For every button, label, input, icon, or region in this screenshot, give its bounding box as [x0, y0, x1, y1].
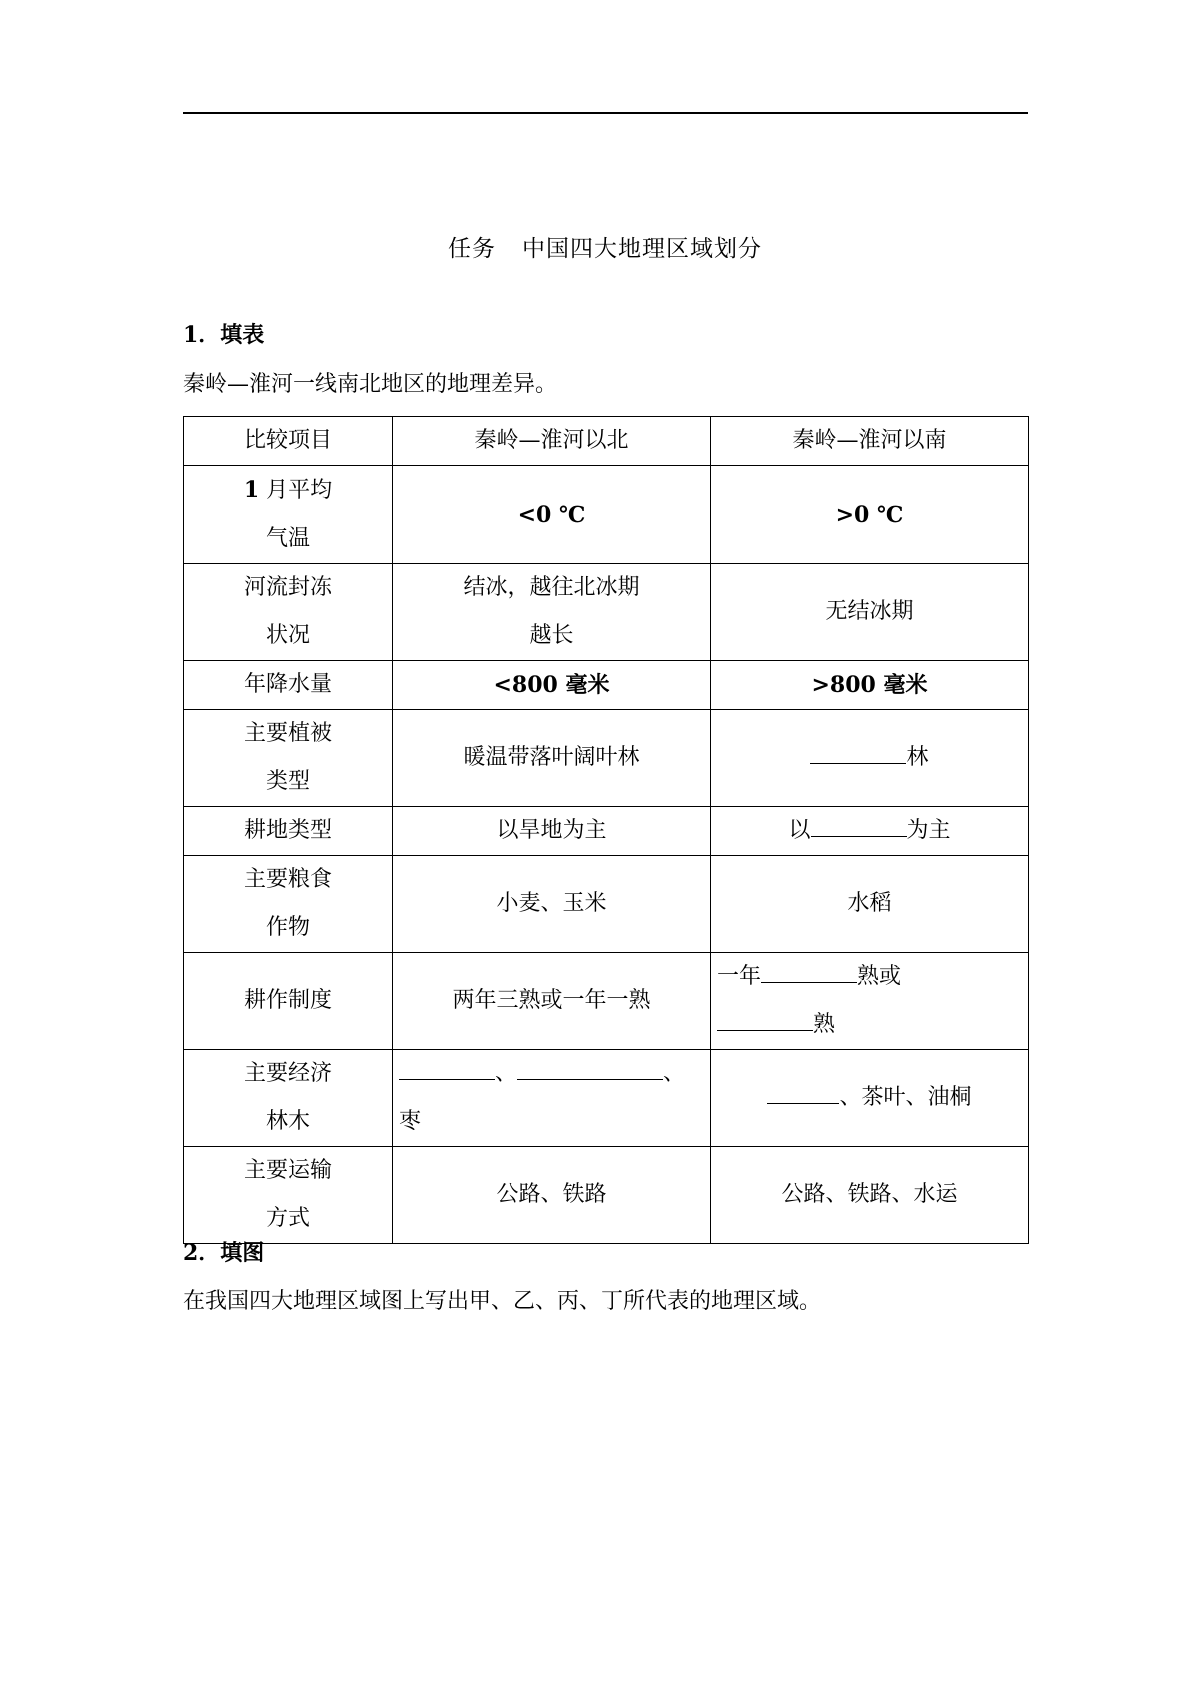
header-rule	[183, 112, 1028, 114]
row-south: >0 ℃	[711, 466, 1029, 564]
row-south: 水稻	[711, 856, 1029, 953]
answer-blank[interactable]	[811, 816, 907, 837]
row-north: 两年三熟或一年一熟	[393, 953, 711, 1050]
row-north: 暖温带落叶阔叶林	[393, 710, 711, 807]
row-item: 主要植被 类型	[184, 710, 393, 807]
row-south: 林	[711, 710, 1029, 807]
row-north: 以旱地为主	[393, 807, 711, 856]
table-row	[184, 807, 1029, 856]
table-row	[184, 1147, 1029, 1244]
comparison-table	[183, 416, 1029, 1244]
table-row	[184, 856, 1029, 953]
section-2-heading: 2．填图	[183, 1240, 265, 1266]
row-item: 1 月平均 气温	[184, 466, 393, 564]
answer-blank[interactable]	[399, 1059, 495, 1080]
section-1-intro: 秦岭—淮河一线南北地区的地理差异。	[183, 372, 558, 397]
table-row	[184, 710, 1029, 807]
row-north: 公路、铁路	[393, 1147, 711, 1244]
row-item: 主要粮食 作物	[184, 856, 393, 953]
header-item: 比较项目	[184, 417, 393, 466]
row-north: 结冰，越往北冰期 越长	[393, 564, 711, 661]
section-2-intro: 在我国四大地理区域图上写出甲、乙、丙、丁所代表的地理区域。	[183, 1289, 822, 1314]
row-north: <800 毫米	[393, 661, 711, 710]
row-south: 、茶叶、油桐	[711, 1050, 1029, 1147]
row-north: <0 ℃	[393, 466, 711, 564]
table-row	[184, 661, 1029, 710]
row-south: >800 毫米	[711, 661, 1029, 710]
answer-blank[interactable]	[810, 743, 906, 764]
table-row	[184, 953, 1029, 1050]
row-item: 河流封冻 状况	[184, 564, 393, 661]
answer-blank[interactable]	[767, 1083, 839, 1104]
row-south: 公路、铁路、水运	[711, 1147, 1029, 1244]
table-row	[184, 1050, 1029, 1147]
row-south: 无结冰期	[711, 564, 1029, 661]
row-item: 年降水量	[184, 661, 393, 710]
section-1-heading: 1．填表	[183, 322, 265, 348]
row-south: 以 为主	[711, 807, 1029, 856]
row-item: 主要经济 林木	[184, 1050, 393, 1147]
row-item: 主要运输 方式	[184, 1147, 393, 1244]
row-south: 一年 熟或 熟	[711, 953, 1029, 1050]
table-header-row	[184, 417, 1029, 466]
answer-blank[interactable]	[717, 1010, 813, 1031]
answer-blank[interactable]	[517, 1059, 663, 1080]
row-north: 小麦、玉米	[393, 856, 711, 953]
row-item: 耕作制度	[184, 953, 393, 1050]
header-north: 秦岭—淮河以北	[393, 417, 711, 466]
table-row	[184, 564, 1029, 661]
table-row	[184, 466, 1029, 564]
row-item: 耕地类型	[184, 807, 393, 856]
header-south: 秦岭—淮河以南	[711, 417, 1029, 466]
answer-blank[interactable]	[761, 962, 857, 983]
page-title: 任务 中国四大地理区域划分	[448, 236, 762, 262]
row-north: 、 、 枣	[393, 1050, 711, 1147]
